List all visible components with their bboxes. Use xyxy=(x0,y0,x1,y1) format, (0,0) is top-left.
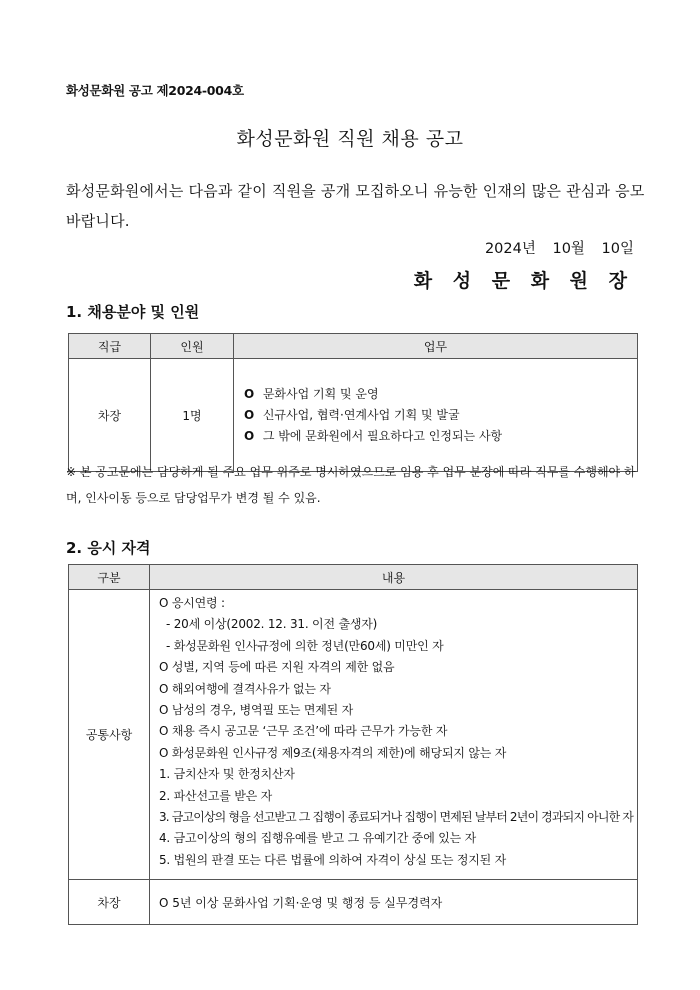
notice-date: 2024년 10월 10일 xyxy=(484,241,634,257)
list-item: O 성별, 지역 등에 따른 지원 자격의 제한 없음 xyxy=(159,660,395,675)
column-header-duties: 업무 xyxy=(234,334,638,359)
column-header-count: 인원 xyxy=(151,334,234,359)
duty-text: 그 밖에 문화원에서 필요하다고 인정되는 사항 xyxy=(262,428,503,443)
list-item: O 화성문화원 인사규정 제9조(채용자격의 제한)에 해당되지 않는 자 xyxy=(159,745,507,760)
list-item: 5. 법원의 판결 또는 다른 법률에 의하여 자격이 상실 또는 정지된 자 xyxy=(159,852,507,867)
list-item xyxy=(244,384,637,405)
list-item: - 화성문화원 인사규정에 의한 정년(만60세) 미만인 자 xyxy=(166,638,444,653)
list-item xyxy=(244,405,637,426)
common-requirements-list xyxy=(150,593,637,871)
recruitment-table xyxy=(68,333,638,472)
common-requirements-cell xyxy=(150,590,638,880)
deputy-requirement-text: O 5년 이상 문화사업 기획·운영 및 행정 등 실무경력자 xyxy=(159,895,443,910)
notice-number: 화성문화원 공고 제2024-004호 xyxy=(66,83,244,98)
list-item: O 남성의 경우, 병역필 또는 면제된 자 xyxy=(159,703,354,718)
common-label-cell: 공통사항 xyxy=(69,590,150,880)
signer: 화 성 문 화 원 장 xyxy=(413,270,634,292)
rank-cell: 차장 xyxy=(69,359,151,472)
column-header-category: 구분 xyxy=(69,565,150,590)
list-item: O 응시연령 : xyxy=(159,596,225,610)
bullet-marker: O xyxy=(244,386,255,401)
list-item: O 채용 즉시 공고문 ‘근무 조건’에 따라 근무가 가능한 자 xyxy=(159,724,448,739)
list-item: 4. 금고이상의 형의 집행유예를 받고 그 유예기간 중에 있는 자 xyxy=(159,831,476,846)
list-item: - 20세 이상(2002. 12. 31. 이전 출생자) xyxy=(166,617,378,632)
duty-text: 문화사업 기획 및 운영 xyxy=(262,386,379,401)
section1-heading: 1. 채용분야 및 인원 xyxy=(66,303,200,321)
duties-cell xyxy=(234,359,638,472)
column-header-content: 내용 xyxy=(150,565,638,590)
table-row xyxy=(69,880,638,925)
column-header-rank: 직급 xyxy=(69,334,151,359)
qualification-table-header xyxy=(69,565,638,590)
list-item xyxy=(244,426,637,447)
footnote: ※ 본 공고문에는 담당하게 될 주요 업무 위주로 명시하였으므로 임용 후 업무 분장에 따라 직무를 수행해야 하며, 인사이동 등으로 담당업무가 변경 될 수 있음. xyxy=(66,465,636,505)
qualification-table xyxy=(68,564,638,925)
table-row xyxy=(69,590,638,880)
bullet-marker: O xyxy=(244,428,255,443)
duties-list xyxy=(234,384,637,447)
section2-heading: 2. 응시 자격 xyxy=(66,539,151,557)
list-item: 1. 금치산자 및 한정치산자 xyxy=(159,767,295,782)
duty-text: 신규사업, 협력·연계사업 기획 및 발굴 xyxy=(262,407,460,422)
count-cell: 1명 xyxy=(151,359,234,472)
bullet-marker: O xyxy=(244,407,255,422)
list-item: O 해외여행에 결격사유가 없는 자 xyxy=(159,681,331,696)
document-title: 화성문화원 직원 채용 공고 xyxy=(236,128,464,150)
list-item: 3. 금고이상의 형을 선고받고 그 집행이 종료되거나 집행이 면제된 날부터 2년이 경과되지 아니한 자 xyxy=(159,810,634,825)
intro-paragraph: 화성문화원에서는 다음과 같이 직원을 공개 모집하오니 유능한 인재의 많은 관심과 응모 바랍니다. xyxy=(66,182,645,230)
deputy-requirement-cell xyxy=(150,880,638,925)
table-row xyxy=(69,359,638,472)
deputy-label-cell: 차장 xyxy=(69,880,150,925)
recruitment-table-header xyxy=(69,334,638,359)
list-item: 2. 파산선고를 받은 자 xyxy=(159,788,273,803)
